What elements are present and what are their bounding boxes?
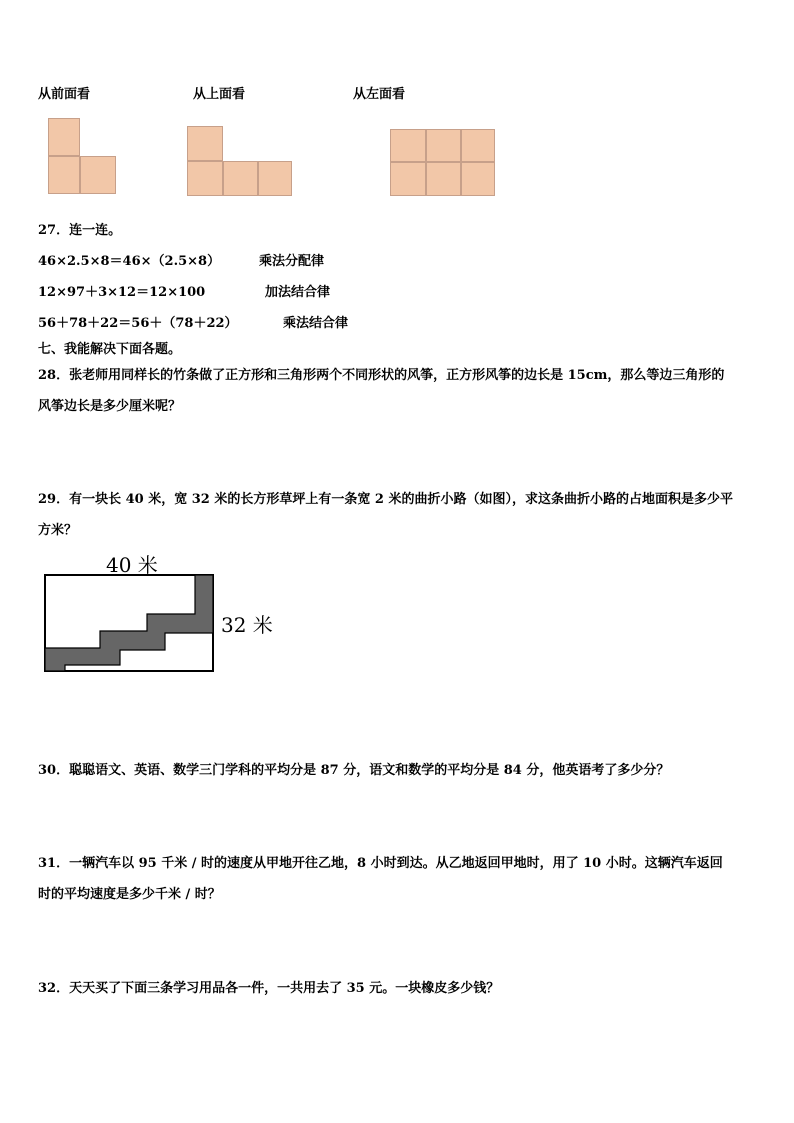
question-29-line-1: 29．有一块长 40 米，宽 32 米的长方形草坪上有一条宽 2 米的曲折小路（如图），求这条曲折小路的占地面积是多少平 bbox=[38, 492, 733, 507]
q27-left-1: 46×2.5×8＝46×（2.5×8） bbox=[38, 254, 221, 269]
question-28-line-2: 风筝边长是多少厘米呢？ bbox=[38, 399, 182, 414]
q27-right-2: 加法结合律 bbox=[265, 285, 331, 300]
cube-block bbox=[187, 161, 223, 196]
cube-block bbox=[223, 161, 258, 196]
question-31-line-2: 时的平均速度是多少千米 / 时？ bbox=[38, 887, 221, 902]
length-label: 40 米 bbox=[106, 555, 158, 577]
question-32: 32．天天买了下面三条学习用品各一件，一共用去了 35 元。一块橡皮多少钱？ bbox=[38, 981, 500, 996]
cube-block bbox=[461, 162, 495, 196]
front-view-label: 从前面看 bbox=[38, 87, 91, 102]
question-29-line-2: 方米？ bbox=[38, 523, 78, 538]
cube-block bbox=[48, 118, 80, 156]
cube-block bbox=[426, 129, 461, 162]
top-view-label: 从上面看 bbox=[193, 87, 246, 102]
left-view-label: 从左面看 bbox=[353, 87, 406, 102]
q27-right-1: 乘法分配律 bbox=[259, 254, 325, 269]
cube-block bbox=[258, 161, 292, 196]
cube-block bbox=[461, 129, 495, 162]
cube-block bbox=[187, 126, 223, 161]
section-heading: 七、我能解决下面各题。 bbox=[38, 342, 182, 357]
lawn-path-figure bbox=[40, 555, 280, 675]
question-28-line-1: 28．张老师用同样长的竹条做了正方形和三角形两个不同形状的风筝，正方形风筝的边长是 15cm，那么等边三角形的 bbox=[38, 368, 725, 383]
question-27-title: 27．连一连。 bbox=[38, 223, 122, 238]
question-31-line-1: 31．一辆汽车以 95 千米 / 时的速度从甲地开往乙地，8 小时到达。从乙地返回甲地时，用了 10 小时。这辆汽车返回 bbox=[38, 856, 723, 871]
cube-block bbox=[426, 162, 461, 196]
width-label: 32 米 bbox=[221, 613, 273, 637]
question-30: 30．聪聪语文、英语、数学三门学科的平均分是 87 分，语文和数学的平均分是 84 分，他英语考了多少分？ bbox=[38, 763, 670, 778]
q27-left-2: 12×97＋3×12＝12×100 bbox=[38, 285, 206, 300]
cube-block bbox=[48, 156, 80, 194]
cube-block bbox=[390, 129, 426, 162]
cube-block bbox=[390, 162, 426, 196]
q27-left-3: 56＋78＋22＝56＋（78＋22） bbox=[38, 316, 238, 331]
cube-block bbox=[80, 156, 116, 194]
q27-right-3: 乘法结合律 bbox=[283, 316, 349, 331]
